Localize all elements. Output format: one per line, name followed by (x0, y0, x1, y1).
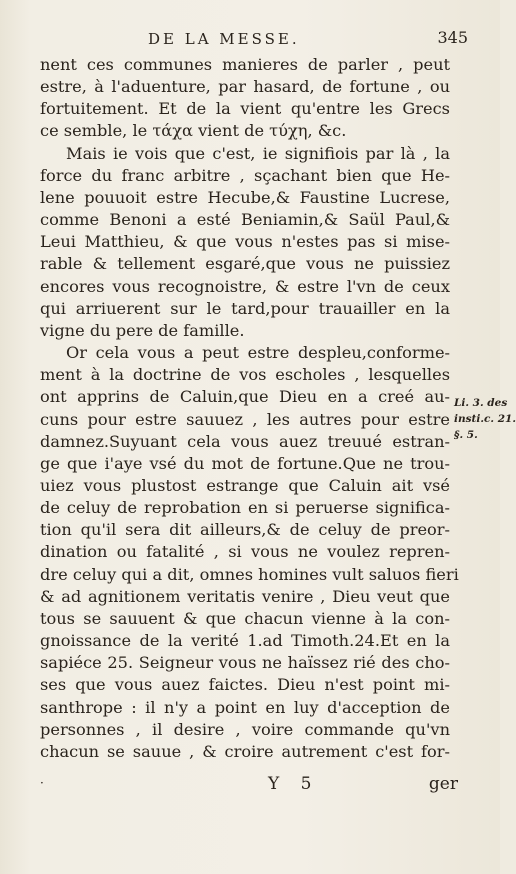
text-line: qui arriuerent sur le tard,pour trauailler en la (40, 298, 450, 318)
marginal-note-line: §. 5. (454, 429, 478, 441)
text-line: santhrope : il n'y a point en luy d'acception de (40, 697, 450, 717)
page-header (148, 30, 470, 52)
text-line: & ad agnitionem veritatis venire , Dieu veut que (40, 586, 450, 606)
text-line: de celuy de reprobation en si peruerse significa- (40, 498, 450, 518)
marginal-note-line: insti.c. 21. (454, 413, 516, 425)
text-line: ce semble, le τάχα vient de τύχη, &c. (40, 121, 347, 141)
text-line: force du franc arbitre , sçachant bien que He- (40, 165, 450, 185)
text-line: Leui Matthieu, & que vous n'estes pas si mise- (40, 232, 450, 252)
text-line: damnez.Suyuant cela vous auez treuué estran- (40, 431, 450, 451)
body-text (40, 54, 459, 763)
text-line: dination ou fatalité , si vous ne voulez repren- (40, 542, 450, 562)
signature-mark: Y 5 (268, 774, 320, 794)
text-line: vigne du pere de famille. (40, 320, 245, 340)
text-line: uiez vous plustost estrange que Caluin ait vsé (40, 475, 450, 495)
text-line: lene pouuoit estre Hecube,& Faustine Lucrese, (40, 187, 450, 207)
text-line: ses que vous auez faictes. Dieu n'est point mi- (40, 675, 450, 695)
page-number: 345 (437, 28, 468, 47)
text-line: ont apprins de Caluin,que Dieu en a creé au- (40, 387, 450, 407)
text-line: ment à la doctrine de vos escholes , lesquelles (40, 365, 450, 385)
text-line: estre, à l'aduenture, par hasard, de fortune , ou (40, 77, 450, 97)
marginal-note (454, 395, 516, 443)
text-line: sapiéce 25. Seigneur vous ne haïssez rié des cho- (40, 653, 450, 673)
text-line: comme Benoni a esté Beniamin,& Saül Paul,& (40, 210, 450, 230)
paragraph-start-line: Or cela vous a peut estre despleu,conforme- (66, 343, 450, 363)
text-line: tion qu'il sera dit ailleurs,& de celuy de preor- (40, 520, 450, 540)
page-footer (40, 774, 458, 798)
text-line: nent ces communes manieres de parler , peut (40, 55, 450, 74)
text-line: gnoissance de la verité 1.ad Timoth.24.Et en la (40, 631, 450, 651)
text-line: personnes , il desire , voire commande qu'vn (40, 719, 450, 739)
text-line: rable & tellement esgaré,que vous ne puissiez (40, 254, 450, 274)
text-line: fortuitement. Et de la vient qu'entre les Grecs (40, 99, 450, 119)
text-line: encores vous recognoistre, & estre l'vn de ceux (40, 276, 450, 296)
ink-mark: · (40, 776, 44, 790)
text-line: chacun se sauue , & croire autrement c'est for- (40, 741, 450, 761)
text-line: dre celuy qui a dit, omnes homines vult saluos fieri (40, 564, 459, 584)
text-line: ge que i'aye vsé du mot de fortune.Que ne trou- (40, 453, 450, 473)
text-line: tous se sauuent & que chacun vienne à la con- (40, 608, 450, 628)
paragraph-start-line: Mais ie vois que c'est, ie signifiois par là , la (66, 143, 450, 163)
text-line: cuns pour estre sauuez , les autres pour estre (40, 409, 450, 429)
marginal-note-line: Li. 3. des (454, 397, 508, 409)
catchword: ger (428, 774, 458, 794)
running-title: DE LA MESSE. (148, 30, 300, 48)
